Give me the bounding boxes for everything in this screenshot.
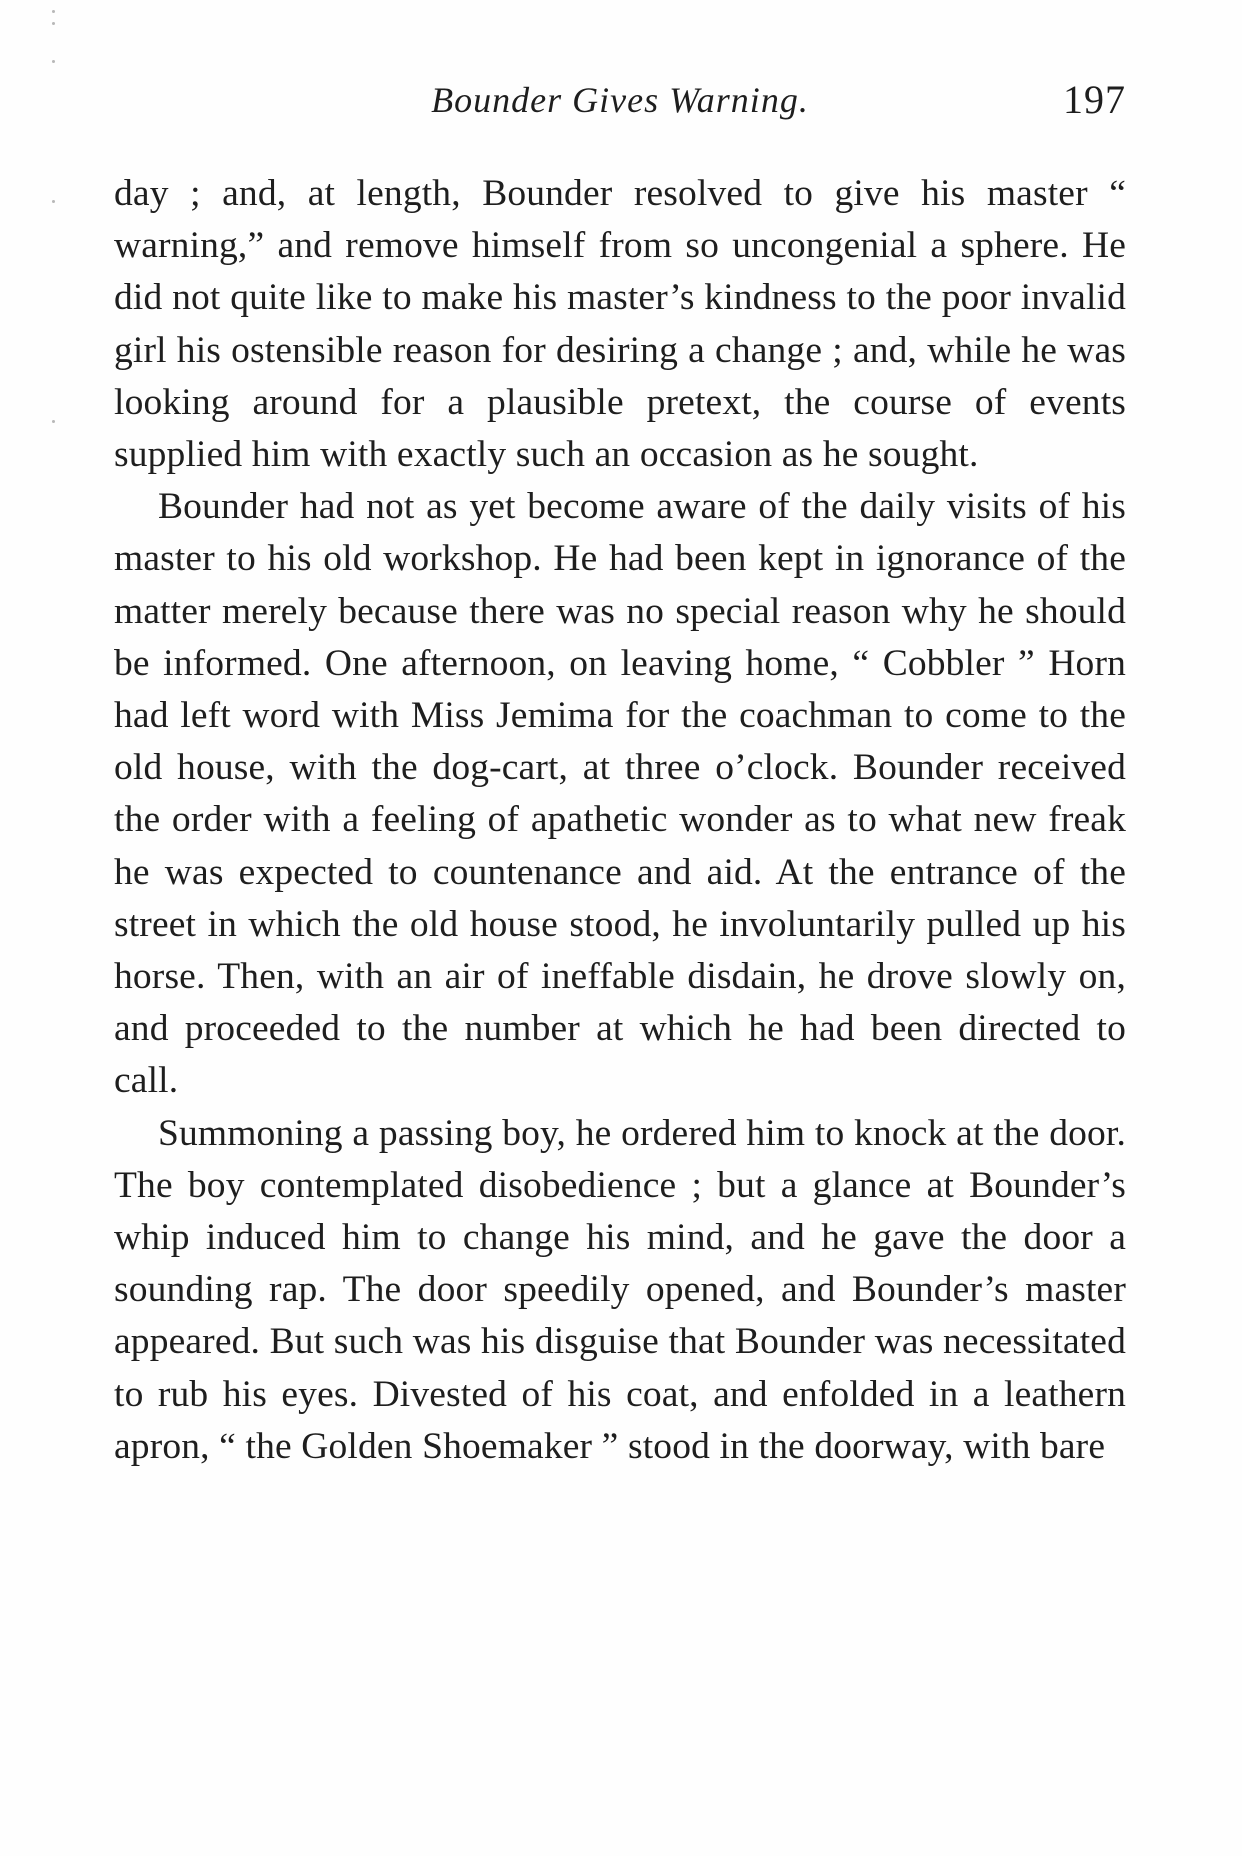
page-number: 197 [1063, 77, 1126, 122]
paragraph: Bounder had not as yet become aware of the daily visits of his master to his old workshop. He had been kept in ignorance of the matter merely because there was no special reason why he should be informed. One afternoon, on leaving home, “ Cobbler ” Horn had left word with Miss Jemima for the coachman to come to the old house, with the dog-cart, at three o’clock. Bounder received the order with a feeling of apathetic wonder as to what new freak he was expected to countenance and aid. At the entrance of the street in which the old house stood, he involuntarily pulled up his horse. Then, with an air of ineffable disdain, he drove slowly on, and proceeded to the number at which he had been directed to call. [114, 486, 1126, 1102]
page-edge-specks [52, 0, 58, 1856]
body-text [114, 168, 1126, 1473]
page-header [114, 70, 1126, 130]
running-title: Bounder Gives Warning. [431, 80, 809, 120]
paragraph-continued: day ; and, at length, Bounder resolved to give his master “ warning,” and remove himself from so uncongenial a sphere. He did not quite like to make his master’s kindness to the poor invalid girl his ostensible reason for desiring a change ; and, while he was looking around for a plausible pretext, the course of events supplied him with exactly such an occasion as he sought. [114, 173, 1126, 476]
paragraph: Summoning a passing boy, he ordered him to knock at the door. The boy contemplated disobedience ; but a glance at Bounder’s whip induced him to change his mind, and he gave the door a sounding rap. The door speedily opened, and Bounder’s master appeared. But such was his disguise that Bounder was necessitated to rub his eyes. Divested of his coat, and enfolded in a leathern apron, “ the Golden Shoemaker ” stood in the doorway, with bare [114, 1112, 1126, 1467]
